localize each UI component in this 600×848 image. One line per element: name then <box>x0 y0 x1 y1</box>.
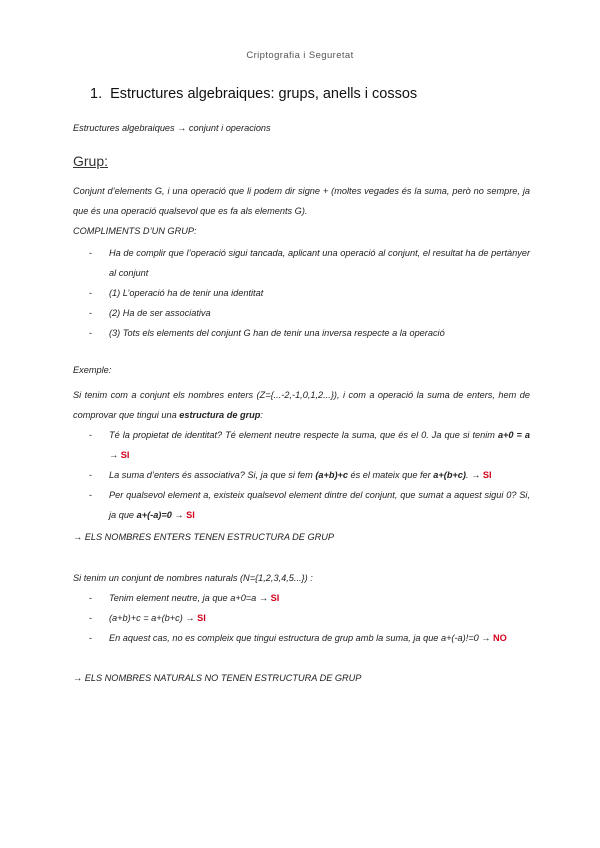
enters-conclusion: → ELS NOMBRES ENTERS TENEN ESTRUCTURA DE GRUP <box>73 532 335 542</box>
item-bold: a+0 = a <box>497 430 530 440</box>
naturals-intro: Si tenim un conjunt de nombres naturals (N={1,2,3,4,5...}) : <box>73 573 313 583</box>
answer-badge: SI <box>482 470 492 480</box>
list-item <box>73 485 530 525</box>
list-item: - Ha de complir que l’operació sigui tancada, aplicant una operació al conjunt, el resultat ha de pertànyer al conjunt <box>73 243 530 283</box>
answer-badge: SI <box>186 510 195 520</box>
exemple-intro-bold: estructura de grup <box>179 410 261 420</box>
naturals-conclusion: → ELS NOMBRES NATURALS NO TENEN ESTRUCTURA DE GRUP <box>73 673 362 683</box>
answer-badge: SI <box>270 593 280 603</box>
exemple-intro <box>73 385 530 425</box>
item-bold: (a+b)+c <box>315 470 348 480</box>
list-item: - (3) Tots els elements del conjunt G han de tenir una inversa respecte a la operació <box>73 323 530 343</box>
page-header: Criptografia i Seguretat <box>246 50 354 61</box>
list-item <box>73 588 530 608</box>
item-bold: a+(-a)=0 <box>136 510 172 520</box>
grup-heading-text: Grup <box>73 153 105 169</box>
section-number: 1. <box>90 86 103 102</box>
item-text: La suma d’enters és associativa? Si, ja que si fem <box>109 470 316 480</box>
grup-heading <box>73 153 108 169</box>
exemple-intro-after: : <box>260 410 263 420</box>
item-bold-2: a+(b+c) <box>433 470 466 480</box>
answer-badge: SI <box>197 613 206 623</box>
list-item <box>73 465 530 485</box>
list-item <box>73 628 530 648</box>
list-item <box>73 425 530 465</box>
answer-badge: NO <box>493 633 507 643</box>
exemple-list <box>73 425 530 525</box>
section-title <box>90 86 417 102</box>
item-text: En aquest cas, no es compleix que tingui estructura de grup amb la suma, ja que a+(-a)!=0 → <box>109 633 494 643</box>
compliments-title: COMPLIMENTS D’UN GRUP: <box>73 226 197 236</box>
item-arrow: . → <box>465 470 483 480</box>
item-mid: és el mateix que fer <box>348 470 434 480</box>
compliments-list <box>73 243 530 343</box>
group-definition: Conjunt d’elements G, i una operació que li podem dir signe + (moltes vegades és la suma, però no sempre, ja que és una operació qualsevol que es fa als elements G). <box>73 186 530 216</box>
section-title-text: Estructures algebraiques: grups, anells i cossos <box>110 86 418 102</box>
item-text: Tenim element neutre, ja que a+0=a → <box>109 593 271 603</box>
item-text: Té la propietat de identitat? Té element neutre respecte la suma, que és el 0. Ja que si tenim <box>109 430 498 440</box>
list-item <box>73 608 530 628</box>
intro-line: Estructures algebraiques → conjunt i operacions <box>73 123 271 133</box>
list-item: - (1) L’operació ha de tenir una identitat <box>73 283 530 303</box>
exemple-label: Exemple: <box>73 365 112 375</box>
item-text: (a+b)+c = a+(b+c) → <box>109 613 198 623</box>
naturals-list <box>73 588 530 648</box>
exemple-intro-text: Si tenim com a conjunt els nombres enters (Z={...-2,-1,0,1,2...}), i com a operació la suma de enters, hem de comprovar que tingui una <box>73 390 530 420</box>
answer-badge: SI <box>120 450 130 460</box>
item-arrow: → <box>171 510 187 520</box>
grup-heading-colon: : <box>104 153 109 169</box>
item-text: Per qualsevol element a, existeix qualsevol element dintre del conjunt, que sumat a aquest sigui 0? Si, ja que <box>109 490 530 520</box>
item-arrow: → <box>109 450 121 460</box>
list-item: - (2) Ha de ser associativa <box>73 303 530 323</box>
